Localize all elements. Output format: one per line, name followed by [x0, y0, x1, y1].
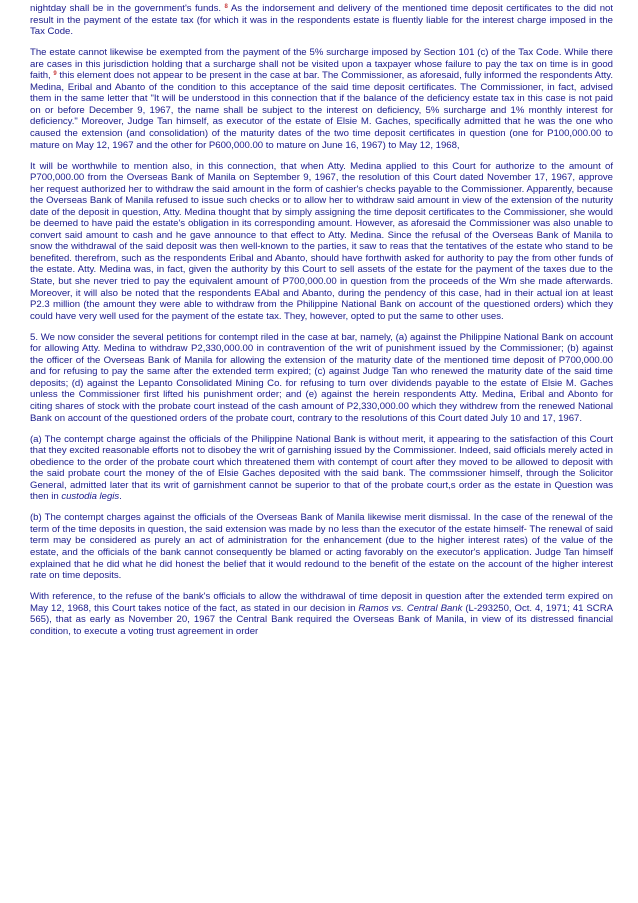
- italic-term: custodia legis: [61, 491, 120, 503]
- footnote-ref[interactable]: 8: [224, 4, 228, 10]
- paragraph-4: 5. We now consider the several petitions for contempt riled in the case at bar, namely, (a) against the Philippine National Bank on account for allowing Atty. Medina to withdraw P2,330,000.00 in contravention of the writ of punishment issued by the Commissioner; (b) against the officer of the Overseas Bank of Manila for allowing the extension of the maturity date of the mentioned time deposit of P700,000.00 and for refusing to pay the same after the extended term expired; (c) against Judge Tan who renewed the maturity date of the said time deposits; (d) against the Lepanto Consolidated Mining Co. for refusing to turn over dividends payable to the estate of Elsie M. Gaches unless the Commissioner first lifted his punishment order; and (e) against the herein respondents Atty. Medina, Eribal and Abonto for citing shares of stock with the probate court instead of the cash amount of P2,330,000.00 which they withdrew from the renewed National Bank on account of the questioned orders of the probate court, contrary to the resolutions of this Court dated July 10 and 17, 1967.: [30, 331, 613, 424]
- paragraph-5: (a) The contempt charge against the officials of the Philippine National Bank is without merit, it appearing to the satisfaction of this Court that they excited reasonable efforts not to disobey the writ of garnishing issued by the Commissioner. Indeed, said officials merely acted in obedience to the order of the probate court which threatened them with contempt of court after they moved to be allowed to deposit with the said probate court the money of the of Elsie Gaches deposited with the said bank. The commssioner himself, through the Solicitor General, admitted later that its writ of garnishment cannot be superior to that of the probate court,s order as the estate in Question was then in custodia legis.: [30, 433, 613, 503]
- paragraph-7: With reference, to the refuse of the bank's officials to allow the withdrawal of time deposit in question after the extended term expired on May 12, 1968, this Court takes notice of the fact, as stated in our decision in Ramos vs. Central Bank (L-293250, Oct. 4, 1971; 41 SCRA 565), that as early as November 20, 1967 the Central Bank required the Overseas Bank of Manila, in view of its distressed financial condition, to execute a voting trust agreement in order: [30, 591, 613, 637]
- case-citation: Ramos vs. Central Bank: [358, 602, 463, 614]
- paragraph-1: nightday shall be in the government's funds. $^8$ As the indorsement and delivery of the mentioned time deposit certificates to the did not result in the payment of the estate tax (for which it was in the respondents estate is fluently liable for the interest charge imposed in the Tax Code.: [30, 3, 613, 38]
- document-page: [30, 3, 613, 647]
- paragraph-2: The estate cannot likewise be exempted from the payment of the 5% surcharge imposed by Section 101 (c) of the Tax Code. While there are cases in this jurisdiction holding that a surcharge shall not be visited upon a taxpayer whose failure to pay the tax on time is in good faith, $^9$ this element does not appear to be present in the case at bar. The Commissioner, as aforesaid, fully informed the respondents Atty. Medina, Eribal and Abanto of the condition to this acceptance of the said time deposit certificates. The Commissioner, in fact, advised them in the same letter that "It will be understood in this connection that if the balance of the deficiency estate tax in this case is not paid on or before December 9, 1967, the name shall be subject to the interest on deficiency, 5% surcharge and 1% monthly interest for deficiency." Moreover, Judge Tan himself, as executor of the estate of Elsie M. Gaches, specifically admitted that he was the one who caused the extension (and consolidation) of the maturity dates of the two time deposit certificates in question (one for P100,000.00 to mature on May 12, 1967 and the other for P600,000.00 to mature on June 16, 1967) to May 12, 1968,: [30, 47, 614, 151]
- footnote-ref[interactable]: 9: [53, 71, 57, 78]
- paragraph-6: (b) The contempt charges against the officials of the Overseas Bank of Manila likewise merit dismissal. In the case of the renewal of the term of the time deposits in question, the said extension was made by no less than the executor of the estate himself- The renewal of said term may be considered as purely an act of administration for the enhancement (due to the higher interest rates) of the value of the estate, and the officials of the bank cannot consequently be blamed or acting favorably on the executor's application. Judge Tan himself explained that he did what he did honest the belief that it would redound to the benefit of the estate on the account of the higher interest rate on time deposits.: [30, 512, 613, 582]
- paragraph-3: It will be worthwhile to mention also, in this connection, that when Atty. Medina applied to this Court for authorize to the amount of P700,000.00 from the Overseas Bank of Manila on September 9, 1967, the resolution of this Court dated November 17, 1967, approve her request authorized her to withdraw the said amount in the form of cashier's checks payable to the Commissioner. Apparently, because the Overseas Bank of Manila refused to issue such checks or to allow her to withdraw said amount in view of the extension of the nuturity date of the deposit in question, Atty. Medina thought that by simply assigning the time deposit certificates to the Commissioner, she would be deemed to have paid the estate's obligation in its corresponding amount. However, as aforesaid the Commissioner was also unable to convert said amount to cash and he gave announce to that effect to Atty. Medina. Since the refusal of the Overseas Bank of Manila to snow the withdrawal of the said deposit was then well-known to the parties, it saw to reas that the tentatives of the estate who stand to be benefited. therefrom, such as the respondents Eribal and Abanto, should have forthwith asked for authority to pay the from other funds of the estate. Atty. Medina was, in fact, given the authority by this Court to sell assets of the estate for the payment of the taxes due to the State, but she never tried to pay the equivalent amount of P700,000.00 in question from the proceeds of the Wm she made afterwards. Moreover, it will also be noted that the respondents EAbal and Abanto, during the pendency of this case, had in their actual ion at least P2.3 million (the amount they were able to withdraw from the Philippine National Bank on account of the questioned orders) which they could have very well used for the payment of the estate tax. They, however, opted to put the same to other uses.: [30, 160, 613, 322]
